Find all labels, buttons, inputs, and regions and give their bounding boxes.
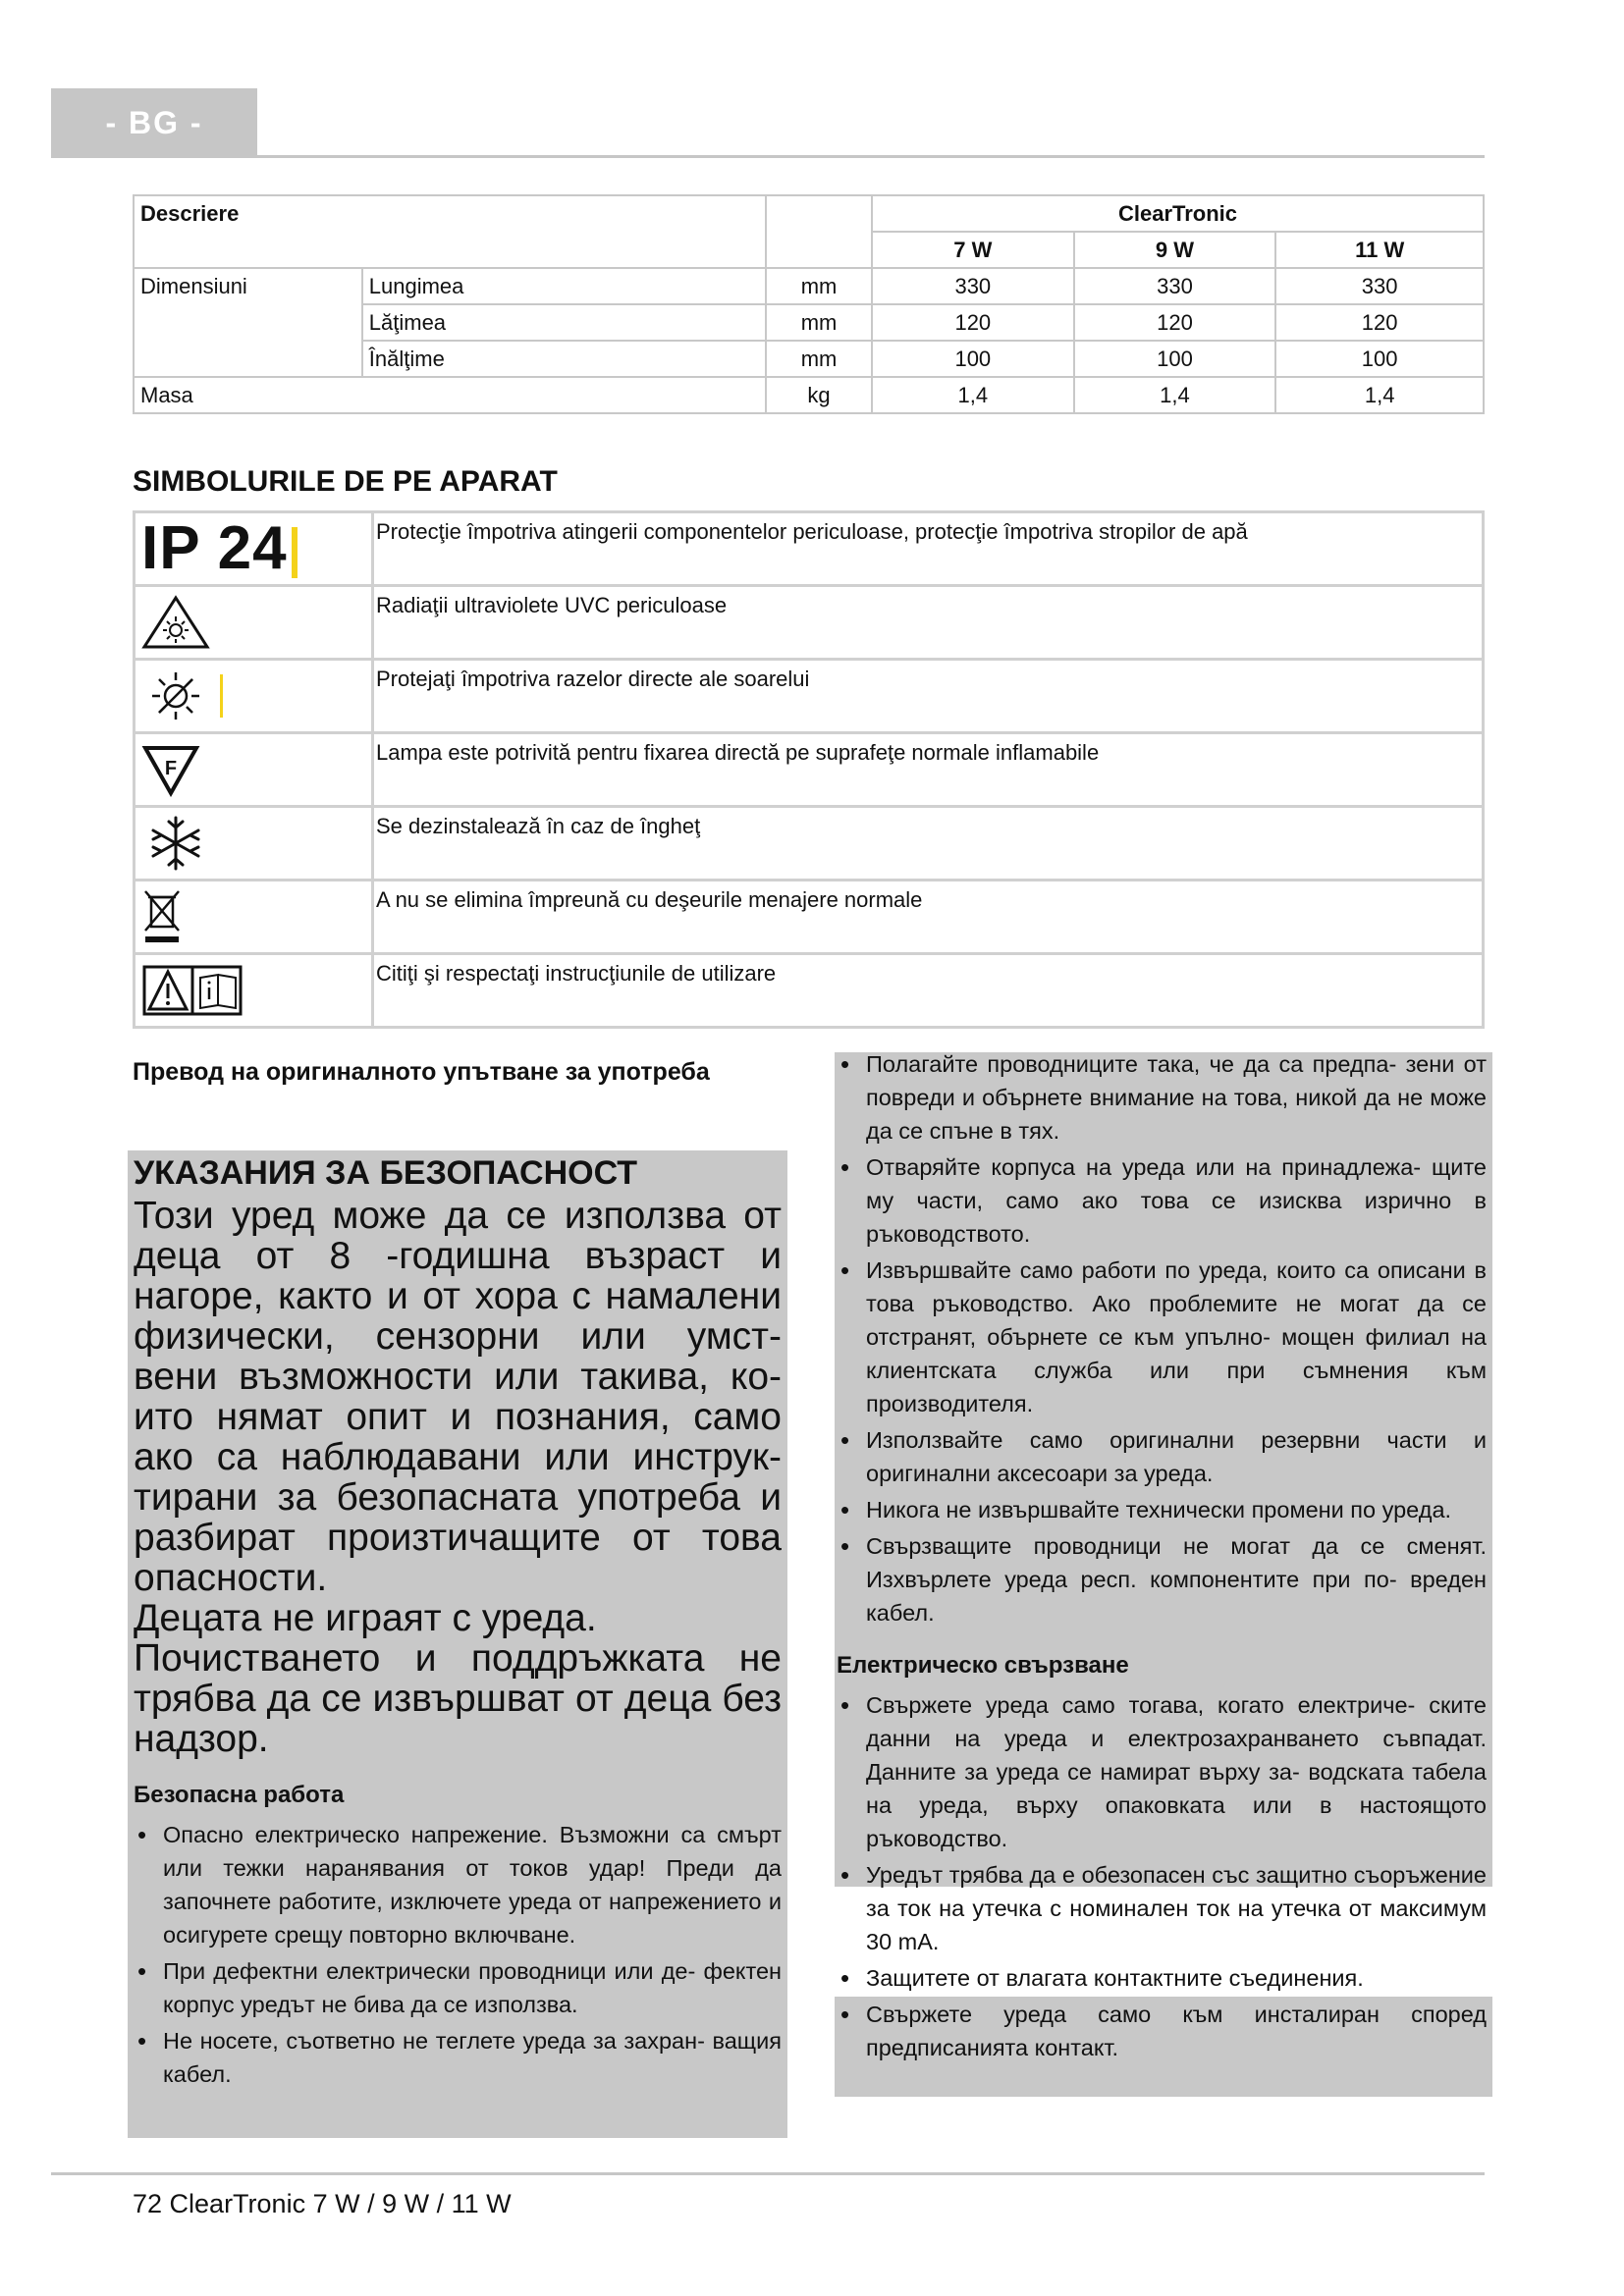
language-tab: - BG - (51, 88, 257, 157)
table-row (135, 807, 1484, 881)
safety-title: УКАЗАНИЯ ЗА БЕЗОПАСНОСТ (134, 1154, 638, 1192)
spec-group: Masa (134, 377, 766, 413)
spec-value: 330 (872, 268, 1074, 304)
symbol-text: A nu se elimina împreună cu deşeurile menajere normale (373, 881, 1484, 954)
symbols-title: SIMBOLURILE DE PE APARAT (133, 465, 558, 498)
spec-model-header: 11 W (1275, 232, 1484, 268)
table-row (134, 341, 1484, 377)
spec-unit: mm (766, 341, 872, 377)
safety-column-right (837, 1047, 1487, 2067)
table-row (135, 881, 1484, 954)
symbol-text: Citiţi şi respectaţi instrucţiunile de utilizare (373, 954, 1484, 1028)
list-item: • Свързващите проводници не могат да се сменят. Изхвърлете уреда респ. компонентите при по- вреден кабел. (837, 1529, 1487, 1629)
safety-children-paragraph: Този уред може да се използва от деца от 8 -годишна възраст и нагоре, както и от хора с намалени физически, сензорни или умст- вени възможности или такива, ко- ито нямат опит и познания, само ако са наблюдавани или инструк- тирани за безопасната употреба и разбират произтичащите от това опасности. (134, 1195, 782, 1599)
list-item: • Извършвайте само работи по уреда, които са описани в това ръководство. Ако проблемите не могат да се отстранят, обърнете се към упълно- мощен филиал на клиентската служба или при съмнения към производителя. (837, 1254, 1487, 1420)
spec-unit: mm (766, 268, 872, 304)
spec-label: Lungimea (362, 268, 766, 304)
list-item: • Отваряйте корпуса на уреда или на принадлежа- щите му части, само ако това се изисква изрично в ръководството. (837, 1150, 1487, 1251)
spec-value: 120 (1074, 304, 1276, 341)
safe-work-list (134, 1818, 782, 2091)
spec-value: 1,4 (1074, 377, 1276, 413)
list-item: • Не носете, съответно не теглете уреда за захран- ващия кабел. (134, 2024, 782, 2091)
safety-column-left (134, 1150, 782, 2094)
spec-unit: kg (766, 377, 872, 413)
list-item: • Използвайте само оригинални резервни части и оригинални аксесоари за уреда. (837, 1423, 1487, 1490)
safety-cleaning-paragraph: Почистването и поддръжката не трябва да се извършват от деца без надзор. (134, 1637, 782, 1760)
frost-icon (141, 814, 210, 873)
electrical-title: Електрическо свързване (837, 1652, 1129, 1679)
spec-value: 100 (1275, 341, 1484, 377)
spec-desc-header: Descriere (134, 195, 766, 232)
table-row (135, 660, 1484, 733)
list-item: • При дефектни електрически проводници или де- фектен корпус уредът не бива да се използва. (134, 1954, 782, 2021)
spec-value: 1,4 (872, 377, 1074, 413)
symbol-text: Protecţie împotriva atingerii componentelor periculoase, protecţie împotriva stropilor de apă (373, 512, 1484, 586)
spec-value: 120 (1275, 304, 1484, 341)
header-divider (51, 155, 1485, 158)
table-row (134, 268, 1484, 304)
list-item: • Никога не извършвайте технически промени по уреда. (837, 1493, 1487, 1526)
read-manual-icon (141, 964, 244, 1017)
spec-value: 120 (872, 304, 1074, 341)
table-row (135, 954, 1484, 1028)
sun-protect-icon (141, 668, 230, 723)
table-row (134, 304, 1484, 341)
table-row (134, 377, 1484, 413)
spec-unit-header (766, 195, 872, 232)
list-item: • Защитете от влагата контактните съединения. (837, 1961, 1487, 1995)
table-row (135, 512, 1484, 586)
spec-value: 330 (1275, 268, 1484, 304)
spec-brand-header: ClearTronic (872, 195, 1484, 232)
spec-label: Înălţime (362, 341, 766, 377)
list-item: • Свържете уреда само тогава, когато електриче- ските данни на уреда и електрозахранването съвпадат. Данните за уреда се намират върху за- водската табела на уреда, върху опаковката или в настоящото ръководство. (837, 1688, 1487, 1855)
spec-label: Lăţimea (362, 304, 766, 341)
footer-divider (51, 2172, 1485, 2175)
symbol-text: Protejaţi împotriva razelor directe ale soarelui (373, 660, 1484, 733)
page-footer: 72 ClearTronic 7 W / 9 W / 11 W (133, 2189, 512, 2218)
safety-list-right (837, 1047, 1487, 1629)
list-item: • Полагайте проводниците така, че да са предпа- зени от повреди и обърнете внимание на това, никой да не може да се спъне в тях. (837, 1047, 1487, 1148)
list-item: • Опасно електрическо напрежение. Възможни са смърт или тежки наранявания от токов удар! Преди да започнете работите, изключете уреда от напрежението и осигурете срещу повторно включване. (134, 1818, 782, 1951)
safety-play-paragraph: Децата не играят с уреда. (134, 1597, 597, 1639)
svg-text:F: F (164, 758, 178, 779)
flammable-surface-icon (141, 742, 200, 797)
crossed-bin-icon (141, 887, 185, 946)
spec-table (133, 194, 1485, 414)
symbol-text: Radiaţii ultraviolete UVC periculoase (373, 586, 1484, 660)
spec-value: 100 (872, 341, 1074, 377)
spec-unit: mm (766, 304, 872, 341)
symbol-text: Se dezinstalează în caz de îngheţ (373, 807, 1484, 881)
ip24-label: IP 24 (141, 514, 288, 582)
spec-model-header: 7 W (872, 232, 1074, 268)
electrical-list (837, 1688, 1487, 2064)
ip24-icon (135, 512, 373, 586)
symbols-table (133, 510, 1485, 1029)
spec-value: 330 (1074, 268, 1276, 304)
spec-model-header: 9 W (1074, 232, 1276, 268)
table-row (135, 733, 1484, 807)
table-row (135, 586, 1484, 660)
list-item: • Уредът трябва да е обезопасен със защитно съоръжение за ток на утечка с номинален ток на утечка от максимум 30 mA. (837, 1858, 1487, 1958)
list-item: • Свържете уреда само към инсталиран според предписанията контакт. (837, 1998, 1487, 2064)
spec-value: 100 (1074, 341, 1276, 377)
translation-note: Превод на оригиналното упътване за употреба (133, 1058, 710, 1086)
spec-group: Dimensiuni (134, 268, 362, 304)
spec-value: 1,4 (1275, 377, 1484, 413)
safe-work-title: Безопасна работа (134, 1782, 345, 1808)
uv-warning-icon (141, 595, 210, 650)
symbol-text: Lampa este potrivită pentru fixarea directă pe suprafeţe normale inflamabile (373, 733, 1484, 807)
